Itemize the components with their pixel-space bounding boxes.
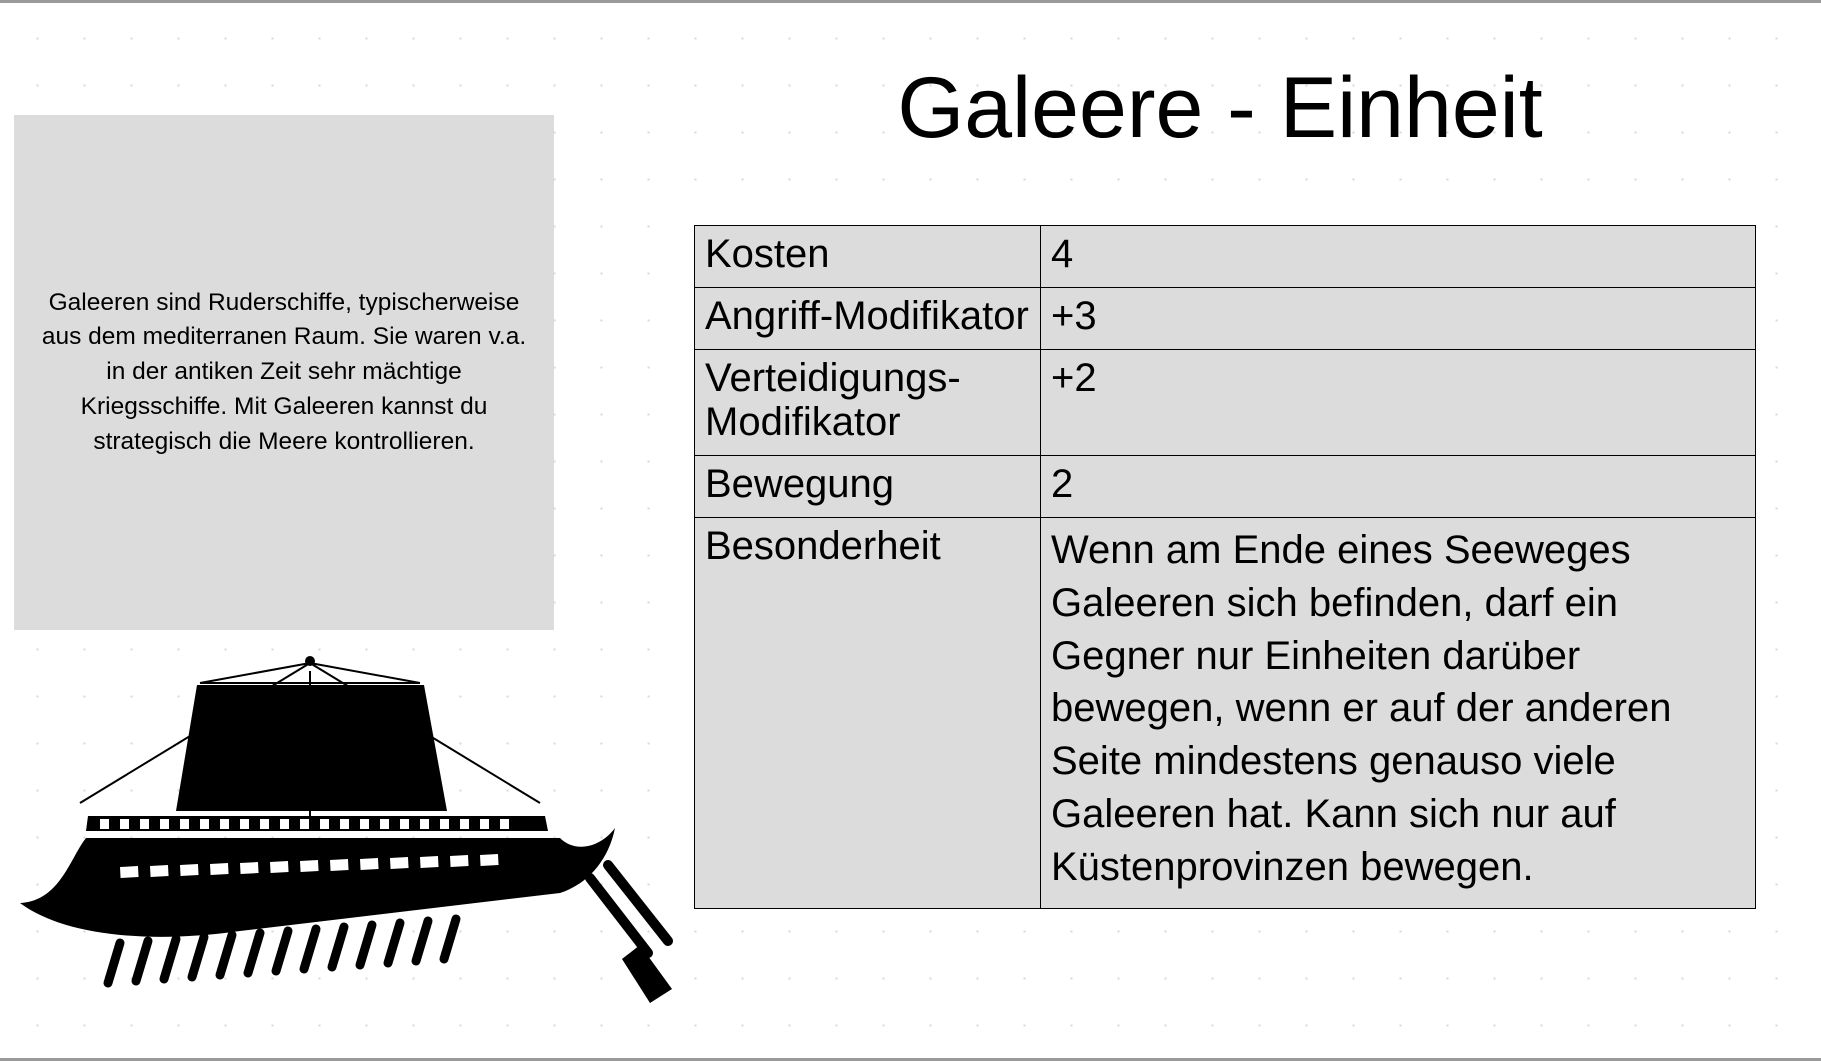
unit-stats-table [694, 225, 1756, 909]
table-row [695, 349, 1756, 456]
stat-value-bewegung: 2 [1041, 456, 1756, 518]
stat-label-besonderheit: Besonderheit [695, 517, 1041, 908]
table-row [695, 456, 1756, 518]
stat-value-angriff-modifikator: +3 [1041, 287, 1756, 349]
stat-value-verteidigungs-modifikator: +2 [1041, 349, 1756, 456]
stat-value-besonderheit: Wenn am Ende eines Seeweges Galeeren sich befinden, darf ein Gegner nur Einheiten darüber bewegen, wenn er auf der anderen Seite mindestens genauso viele Galeeren hat. Kann sich nur auf Küstenprovinzen bewegen. [1041, 517, 1756, 908]
description-text: Galeeren sind Ruderschiffe, typischerweise aus dem mediterranen Raum. Sie waren v.a. in der antiken Zeit sehr mächtige Kriegsschiffe. Mit Galeeren kannst du strategisch die Meere kontrollieren. [41, 288, 527, 455]
stat-value-kosten: 4 [1041, 226, 1756, 288]
stat-label-angriff-modifikator: Angriff-Modifikator [695, 287, 1041, 349]
stat-label-bewegung: Bewegung [695, 456, 1041, 518]
description-panel [14, 115, 554, 630]
table-row [695, 517, 1756, 908]
page-title: Galeere - Einheit [897, 60, 1543, 156]
galley-ship-silhouette [0, 653, 700, 1053]
table-row [695, 287, 1756, 349]
stat-label-kosten: Kosten [695, 226, 1041, 288]
stat-label-verteidigungs-modifikator: Verteidigungs-Modifikator [695, 349, 1041, 456]
table-row [695, 226, 1756, 288]
